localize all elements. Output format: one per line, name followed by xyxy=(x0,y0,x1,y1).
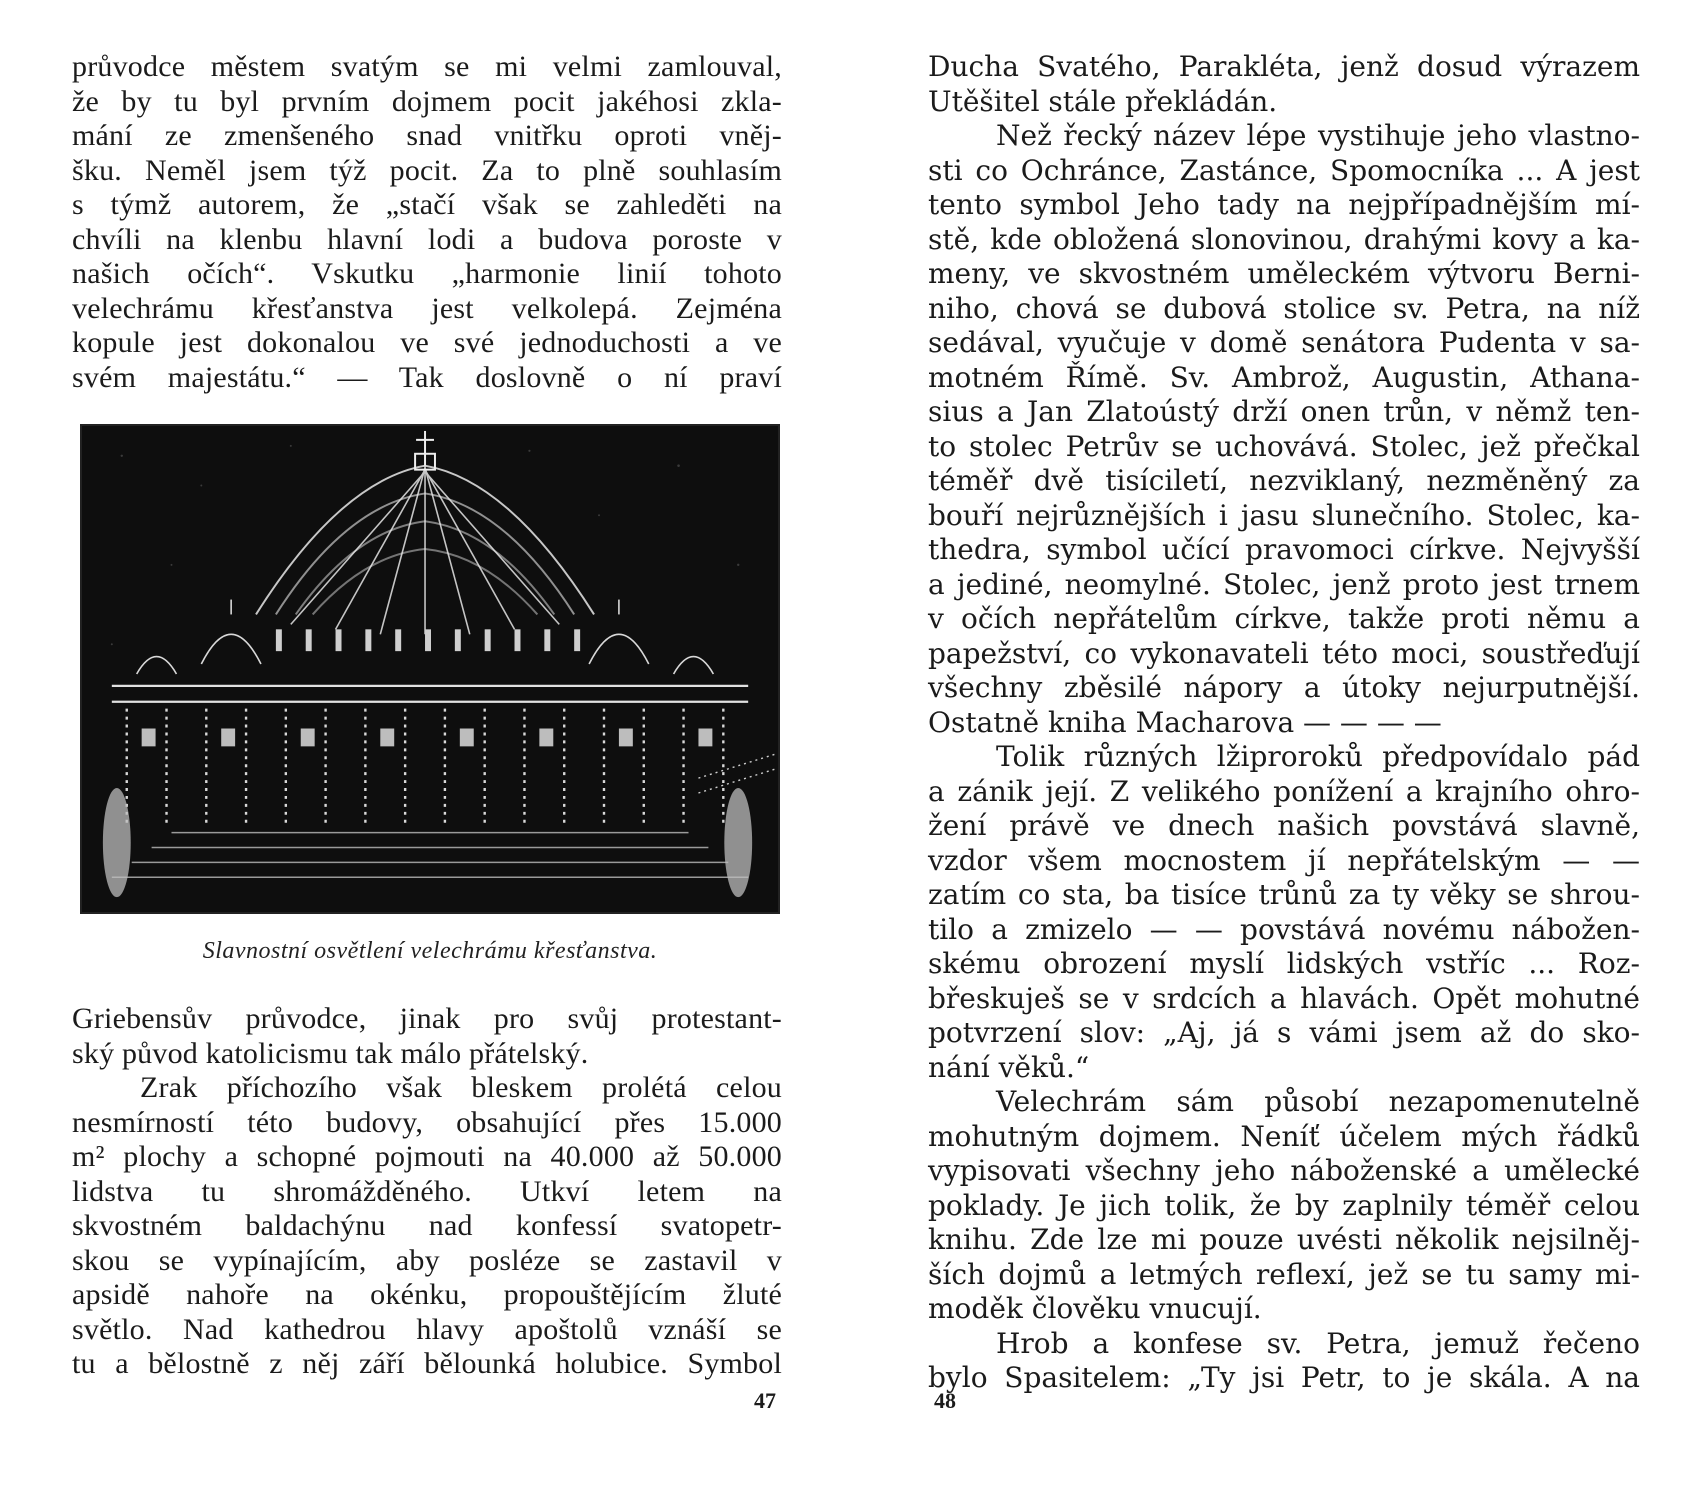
text-line: žení právě ve dnech našich povstává slavně, xyxy=(928,809,1640,842)
basilica-night-photo xyxy=(80,424,780,914)
text-line: meny, ve skvostném uměleckém výtvoru Berni- xyxy=(928,257,1640,290)
text-line: bouří nejrůznějších i jasu slunečního. Stolec, ka- xyxy=(928,498,1640,532)
text-line: ský původ katolicismu tak málo přátelský. xyxy=(72,1036,589,1070)
text-line: světlo. Nad kathedrou hlavy apoštolů vznáší se xyxy=(72,1312,782,1346)
text-line: motném Římě. Sv. Ambrož, Augustin, Athana- xyxy=(928,360,1640,394)
text-line: moděk člověku vnucují. xyxy=(928,1292,1262,1325)
text-line: m² plochy a schopné pojmouti na 40.000 až 50.000 xyxy=(72,1140,782,1173)
text-line: Zrak příchozího však bleskem prolétá celou xyxy=(140,1071,782,1104)
text-line: niho, chová se dubová stolice sv. Petra, na níž xyxy=(928,291,1640,325)
text-line: tilo a zmizelo — — povstává novému nábožen- xyxy=(928,912,1640,946)
text-line: našich očích“. Vskutku „harmonie linií tohoto xyxy=(72,257,782,290)
text-line: mání ze zmenšeného snad vnitřku oproti vněj- xyxy=(72,119,782,152)
text-line: Ostatně kniha Macharova — — — — xyxy=(928,705,1442,739)
text-line: stě, kde obložená slonovinou, drahými kovy a ka- xyxy=(928,222,1640,256)
text-line: šku. Neměl jsem týž pocit. Za to plně souhlasím xyxy=(72,153,782,187)
text-line: mohutným dojmem. Neníť účelem mých řádků xyxy=(928,1119,1640,1153)
text-line: ších dojmů a letmých reflexí, jež se tu samy mi- xyxy=(928,1257,1640,1291)
text-line: chvíli na klenbu hlavní lodi a budova poroste v xyxy=(72,222,782,256)
text-line: kopule jest dokonalou ve své jednoduchosti a ve xyxy=(72,326,782,359)
text-line: potvrzení slov: „Aj, já s vámi jsem až do sko- xyxy=(928,1016,1640,1049)
left-bottom-paragraph xyxy=(72,1002,782,1382)
text-line: svém majestátu.“ — Tak doslovně o ní praví xyxy=(72,360,782,394)
text-line: vzdor všem mocnostem jí nepřátelským — — xyxy=(928,843,1640,877)
right-page-text xyxy=(928,50,1640,1396)
text-line: papežství, co vykonavateli této moci, soustřeďují xyxy=(928,636,1640,670)
text-line: téměř dvě tisíciletí, nezviklaný, nezměněný za xyxy=(928,464,1640,497)
text-line: apsidě nahoře na okénku, propouštějícím žluté xyxy=(72,1278,782,1311)
text-line: Griebensův průvodce, jinak pro svůj protestant- xyxy=(72,1002,782,1035)
text-line: Hrob a konfese sv. Petra, jemuž řečeno xyxy=(996,1326,1640,1360)
text-line: thedra, symbol učící pravomoci církve. Nejvyšší xyxy=(928,533,1640,566)
page-number: 48 xyxy=(934,1388,956,1413)
text-line: skou se vypínajícím, aby posléze se zastavil v xyxy=(72,1243,782,1277)
text-line: Tolik různých lžiproroků předpovídalo pád xyxy=(996,740,1640,773)
text-line: Utěšitel stále překládán. xyxy=(928,84,1278,118)
figure-caption: Slavnostní osvětlení velechrámu křesťanstva. xyxy=(202,938,658,964)
text-line: velechrámu křesťanstva jest velkolepá. Zejména xyxy=(72,291,782,325)
text-line: nání věků.“ xyxy=(928,1050,1090,1084)
text-line: sti co Ochránce, Zastánce, Spomocníka ... A jest xyxy=(928,153,1640,187)
text-line: knihu. Zde lze mi pouze uvésti několik nejsilněj- xyxy=(928,1223,1640,1256)
text-line: a zánik její. Z velikého ponížení a krajního ohro- xyxy=(928,774,1640,808)
text-line: bylo Spasitelem: „Ty jsi Petr, to je skála. A na xyxy=(928,1361,1640,1394)
text-line: nesmírností této budovy, obsahující přes 15.000 xyxy=(72,1105,782,1139)
text-line: Velechrám sám působí nezapomenutelně xyxy=(996,1085,1640,1118)
illuminated-basilica-image xyxy=(82,426,778,912)
text-line: průvodce městem svatým se mi velmi zamlouval, xyxy=(72,50,782,83)
text-line: s týmž autorem, že „stačí však se zahleděti na xyxy=(72,188,782,221)
text-line: poklady. Je jich tolik, že by zaplnily téměř celou xyxy=(928,1188,1640,1222)
text-line: skvostném baldachýnu nad konfessí svatopetr- xyxy=(72,1209,782,1242)
right-page xyxy=(846,0,1692,1500)
text-line: břeskuješ se v srdcích a hlavách. Opět mohutné xyxy=(928,981,1640,1015)
text-line: Ducha Svatého, Parakléta, jenž dosud výrazem xyxy=(928,50,1640,83)
text-line: zatím co sta, ba tisíce trůnů za ty věky se shrou- xyxy=(928,878,1640,911)
text-line: lidstva tu shromážděného. Utkví letem na xyxy=(72,1174,782,1208)
text-line: tento symbol Jeho tady na nejpřípadnějším mí- xyxy=(928,188,1640,221)
text-line: že by tu byl prvním dojmem pocit jakéhosi zkla- xyxy=(72,84,782,118)
text-line: všechny zběsilé nápory a útoky nejurputnější. xyxy=(928,671,1640,704)
text-line: to stolec Petrův se uchovává. Stolec, jež přečkal xyxy=(928,429,1640,463)
text-line: a jediné, neomylné. Stolec, jenž proto jest trnem xyxy=(928,567,1640,601)
text-line: sedával, vyučuje v domě senátora Pudenta v sa- xyxy=(928,326,1640,359)
text-line: tu a bělostně z něj září bělounká holubice. Symbol xyxy=(72,1347,782,1380)
text-line: Než řecký název lépe vystihuje jeho vlastno- xyxy=(996,119,1640,152)
text-line: skému obrození myslí lidských vstříc ... Roz- xyxy=(928,947,1640,980)
text-line: sius a Jan Zlatoústý drží onen trůn, v němž ten- xyxy=(928,395,1640,428)
page-number: 47 xyxy=(754,1388,776,1413)
text-line: v očích nepřátelům církve, takže proti němu a xyxy=(928,602,1640,635)
text-line: vypisovati všechny jeho náboženské a umělecké xyxy=(928,1154,1640,1187)
left-top-paragraph xyxy=(72,50,782,395)
